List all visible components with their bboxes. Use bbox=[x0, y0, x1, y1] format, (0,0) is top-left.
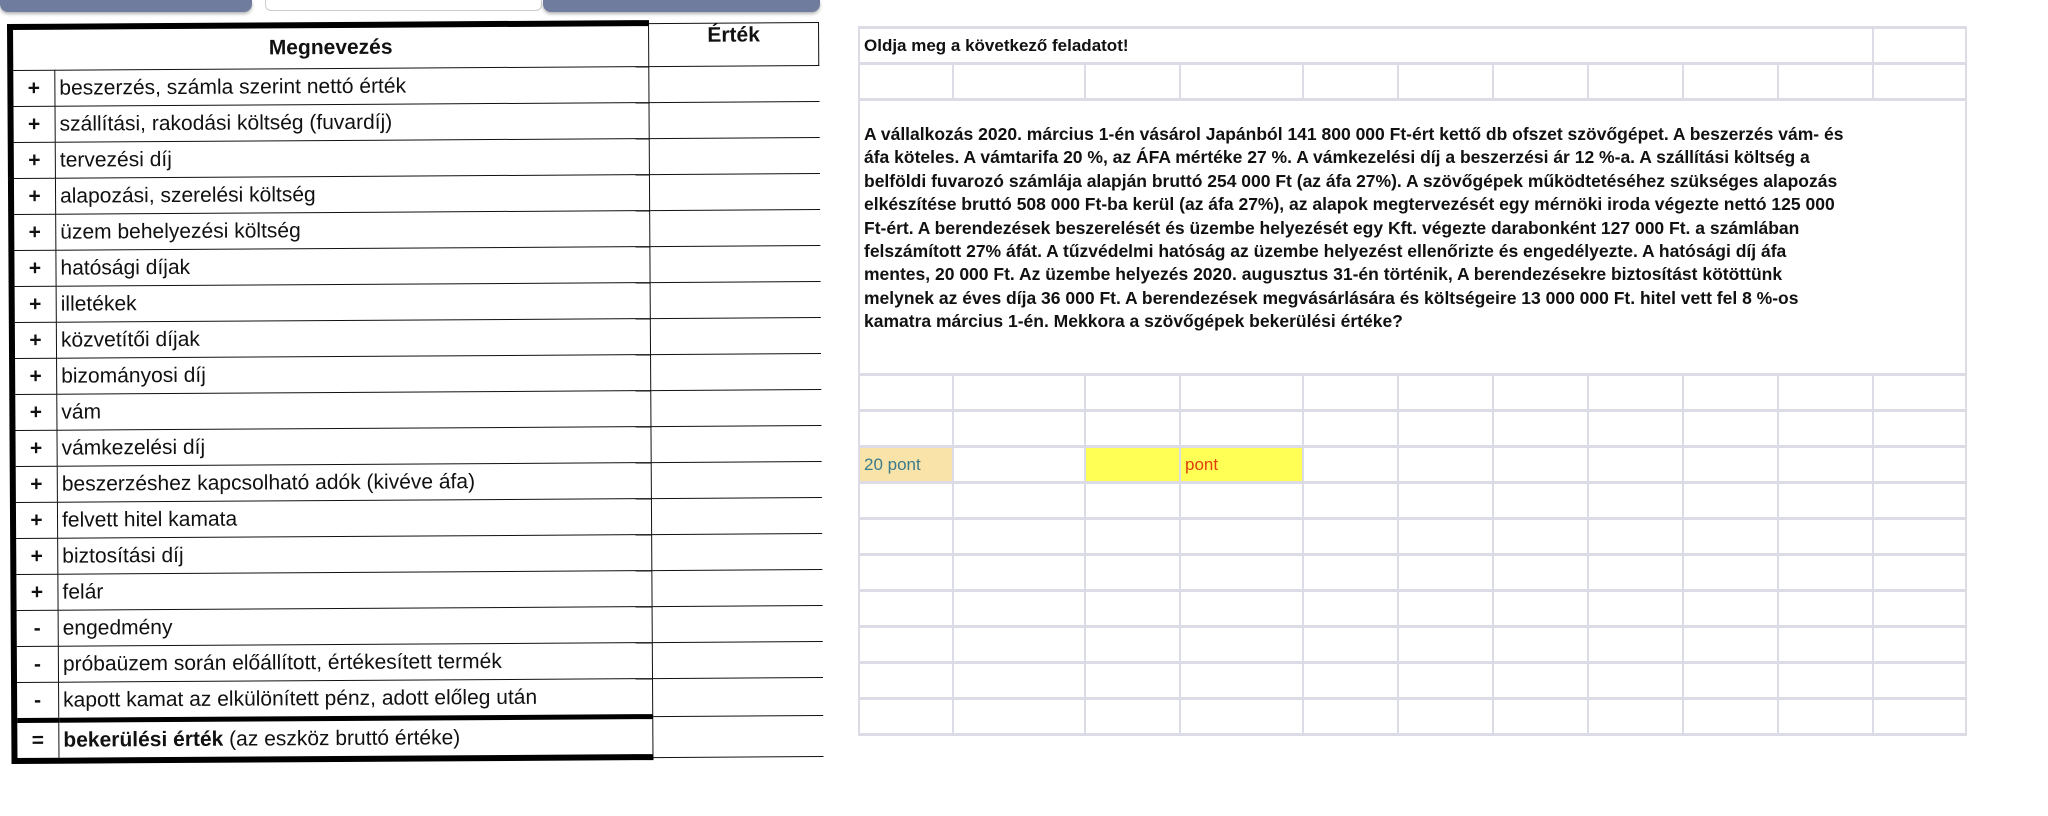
sign-cell: - bbox=[14, 646, 59, 682]
table-row bbox=[11, 246, 820, 287]
item-label: felár bbox=[58, 571, 652, 611]
sheet-cell[interactable] bbox=[1399, 376, 1494, 409]
sheet-cell[interactable] bbox=[1589, 700, 1684, 733]
sheet-cell[interactable] bbox=[1589, 520, 1684, 553]
sheet-cell[interactable] bbox=[954, 520, 1086, 553]
sheet-cell[interactable] bbox=[1181, 412, 1304, 445]
table-row bbox=[11, 174, 820, 215]
sign-cell: + bbox=[11, 250, 56, 286]
item-label: engedmény bbox=[58, 607, 652, 647]
sheet-row bbox=[858, 664, 1967, 700]
sheet-row-title bbox=[858, 26, 1967, 65]
max-points-cell[interactable]: 20 pont bbox=[858, 448, 954, 481]
sheet-row bbox=[858, 65, 1967, 101]
header-value: Érték bbox=[649, 22, 819, 67]
sheet-cell[interactable] bbox=[1684, 520, 1779, 553]
sheet-cell[interactable] bbox=[1494, 592, 1589, 625]
sheet-row-task bbox=[858, 101, 1967, 376]
sheet-cell[interactable] bbox=[1399, 448, 1494, 481]
sheet-cell[interactable] bbox=[1086, 376, 1181, 409]
sheet-cell[interactable] bbox=[1494, 628, 1589, 661]
sheet-cell[interactable] bbox=[1399, 484, 1494, 517]
item-label: vám bbox=[57, 391, 651, 431]
sheet-cell[interactable] bbox=[1304, 520, 1399, 553]
sheet-row bbox=[858, 700, 1967, 736]
sheet-cell[interactable] bbox=[1494, 412, 1589, 445]
sheet-row-points bbox=[858, 448, 1967, 484]
sheet-cell[interactable] bbox=[1589, 628, 1684, 661]
sheet-cell[interactable] bbox=[954, 592, 1086, 625]
points-label-cell[interactable]: pont bbox=[1181, 448, 1304, 481]
item-label: tervezési díj bbox=[55, 139, 649, 179]
sheet-row bbox=[858, 412, 1967, 448]
item-label: hatósági díjak bbox=[56, 247, 650, 287]
sheet-cell[interactable] bbox=[1086, 664, 1181, 697]
sheet-cell[interactable] bbox=[1181, 376, 1304, 409]
value-cell[interactable] bbox=[649, 138, 819, 175]
sheet-cell[interactable] bbox=[1874, 484, 1967, 517]
sheet-cell[interactable] bbox=[1874, 700, 1967, 733]
task-sheet bbox=[858, 26, 1967, 736]
sign-cell: - bbox=[14, 682, 59, 720]
sheet-cell[interactable] bbox=[858, 520, 954, 553]
sheet-row bbox=[858, 628, 1967, 664]
item-label: beszerzéshez kapcsolható adók (kivéve áfa) bbox=[57, 463, 651, 503]
table-row bbox=[13, 462, 822, 503]
sheet-cell[interactable] bbox=[1086, 628, 1181, 661]
value-cell[interactable] bbox=[651, 498, 821, 535]
sheet-cell[interactable] bbox=[1304, 448, 1399, 481]
sheet-cell[interactable] bbox=[1304, 628, 1399, 661]
sheet-cell[interactable] bbox=[1304, 700, 1399, 733]
table-row bbox=[14, 642, 823, 683]
sheet-cell[interactable] bbox=[1304, 592, 1399, 625]
active-tab[interactable] bbox=[265, 0, 542, 11]
sheet-cell[interactable] bbox=[1779, 484, 1874, 517]
table-row bbox=[12, 282, 821, 323]
sheet-row bbox=[858, 376, 1967, 412]
sign-cell: + bbox=[12, 286, 57, 322]
sheet-cell[interactable] bbox=[954, 628, 1086, 661]
sheet-cell[interactable] bbox=[1494, 484, 1589, 517]
sheet-cell[interactable] bbox=[858, 700, 954, 733]
sheet-cell[interactable] bbox=[1874, 664, 1967, 697]
total-label-rest: (az eszköz bruttó értéke) bbox=[223, 725, 461, 751]
sign-cell: + bbox=[11, 106, 56, 142]
sheet-cell[interactable] bbox=[858, 628, 954, 661]
header-name: Megnevezés bbox=[10, 23, 649, 70]
value-cell[interactable] bbox=[652, 534, 822, 571]
sheet-cell[interactable] bbox=[1304, 412, 1399, 445]
item-label: üzem behelyezési költség bbox=[56, 211, 650, 251]
table-row bbox=[12, 390, 821, 431]
sheet-cell[interactable] bbox=[1086, 592, 1181, 625]
sheet-cell[interactable] bbox=[1874, 412, 1967, 445]
total-label-bold: bekerülési érték bbox=[63, 727, 224, 752]
sheet-cell[interactable] bbox=[1399, 628, 1494, 661]
sheet-cell[interactable] bbox=[1086, 520, 1181, 553]
sign-cell: + bbox=[13, 538, 58, 574]
sheet-cell[interactable] bbox=[858, 664, 954, 697]
sheet-cell[interactable] bbox=[1181, 520, 1304, 553]
item-label: bizományosi díj bbox=[57, 355, 651, 395]
sheet-cell[interactable] bbox=[1494, 700, 1589, 733]
total-value-cell[interactable] bbox=[653, 716, 823, 758]
sheet-cell[interactable] bbox=[1399, 556, 1494, 589]
sheet-cell[interactable] bbox=[858, 65, 954, 98]
item-label: felvett hitel kamata bbox=[57, 499, 651, 539]
sheet-cell[interactable] bbox=[1589, 65, 1684, 98]
sheet-cell[interactable] bbox=[1181, 700, 1304, 733]
sign-cell: + bbox=[13, 466, 58, 502]
sheet-cell[interactable] bbox=[1779, 520, 1874, 553]
value-cell[interactable] bbox=[649, 102, 819, 139]
sign-cell: + bbox=[12, 394, 57, 430]
value-cell[interactable] bbox=[651, 426, 821, 463]
sheet-cell[interactable] bbox=[1494, 376, 1589, 409]
sheet-cell[interactable] bbox=[954, 412, 1086, 445]
sheet-cell[interactable] bbox=[1304, 65, 1399, 98]
sheet-cell[interactable] bbox=[1684, 65, 1779, 98]
sheet-cell[interactable] bbox=[1399, 520, 1494, 553]
sheet-cell[interactable] bbox=[1874, 29, 1967, 62]
sheet-cell[interactable] bbox=[858, 592, 954, 625]
sheet-cell[interactable] bbox=[1494, 448, 1589, 481]
sheet-cell[interactable] bbox=[1684, 448, 1779, 481]
sheet-row bbox=[858, 556, 1967, 592]
table-row bbox=[13, 534, 822, 575]
sheet-cell[interactable] bbox=[1399, 700, 1494, 733]
sheet-cell[interactable] bbox=[1779, 700, 1874, 733]
sheet-cell[interactable] bbox=[1589, 448, 1684, 481]
table-row bbox=[11, 102, 820, 143]
sheet-cell[interactable] bbox=[1874, 448, 1967, 481]
value-cell[interactable] bbox=[650, 282, 820, 319]
score-input-cell[interactable] bbox=[1086, 448, 1181, 481]
sheet-cell[interactable] bbox=[1494, 65, 1589, 98]
table-row bbox=[13, 498, 822, 539]
value-cell[interactable] bbox=[649, 174, 819, 211]
sheet-cell[interactable] bbox=[1684, 592, 1779, 625]
sheet-cell[interactable] bbox=[1874, 520, 1967, 553]
table-row bbox=[14, 606, 823, 647]
sheet-cell[interactable] bbox=[1399, 592, 1494, 625]
sheet-cell[interactable] bbox=[1779, 448, 1874, 481]
value-cell[interactable] bbox=[650, 210, 820, 247]
value-cell[interactable] bbox=[652, 606, 822, 643]
sheet-cell[interactable] bbox=[1589, 484, 1684, 517]
sheet-cell[interactable] bbox=[1304, 556, 1399, 589]
sheet-row bbox=[858, 592, 1967, 628]
sheet-cell[interactable] bbox=[1779, 592, 1874, 625]
table-row bbox=[12, 354, 821, 395]
sheet-row bbox=[858, 484, 1967, 520]
sheet-cell[interactable] bbox=[1779, 376, 1874, 409]
sheet-cell[interactable] bbox=[954, 448, 1086, 481]
sheet-cell[interactable] bbox=[1304, 376, 1399, 409]
task-text[interactable]: A vállalkozás 2020. március 1-én vásárol Japánból 141 800 000 Ft-ért kettő db ofszet szövőgépet. A beszerzés vám- és áfa köteles. A vámtarifa 20 %, az ÁFA mértéke 27 %. A vámkezelési díj a beszerzési ár 12 %-a. A szállítási költség a belföldi fuvarozó számlája alapján bruttó 254 000 Ft (az áfa 27%). A szövőgépek működtetéséhez szükséges alapozás elkészítése bruttó 508 000 Ft-ba kerül (az áfa 27%), az alapok megtervezését egy mérnöki iroda végezte nettó 125 000 Ft-ért. A berendezések beszerelését és üzembe helyezését egy Kft. végezte darabonként 127 000 Ft. a számlában felszámított 27% áfát. A tűzvédelmi hatóság az üzembe helyezést ellenőrizte és engedélyezte. A hatósági díj áfa mentes, 20 000 Ft. Az üzembe helyezés 2020. augusztus 31-én történik, A berendezésekre biztosítást kötöttünk melynek az éves díja 36 000 Ft. A berendezések megvásárlására és költségeire 13 000 000 Ft. hitel vett fel 8 %-os kamatra március 1-én. Mekkora a szövőgépek bekerülési értéke? bbox=[858, 101, 1967, 373]
sheet-cell[interactable] bbox=[1181, 556, 1304, 589]
value-cell[interactable] bbox=[651, 354, 821, 391]
sheet-cell[interactable] bbox=[954, 556, 1086, 589]
sheet-cell[interactable] bbox=[1874, 556, 1967, 589]
sheet-cell[interactable] bbox=[1399, 664, 1494, 697]
sheet-cell[interactable] bbox=[1181, 628, 1304, 661]
sheet-cell[interactable] bbox=[1589, 664, 1684, 697]
sheet-cell[interactable] bbox=[1181, 65, 1304, 98]
sign-cell: + bbox=[12, 430, 57, 466]
item-label: közvetítői díjak bbox=[56, 319, 650, 359]
sheet-cell[interactable] bbox=[1304, 484, 1399, 517]
top-bar-left bbox=[0, 0, 252, 12]
sign-cell: + bbox=[13, 502, 58, 538]
sheet-cell[interactable] bbox=[1684, 628, 1779, 661]
sheet-cell[interactable] bbox=[954, 376, 1086, 409]
sign-cell: = bbox=[14, 720, 59, 761]
sign-cell: - bbox=[14, 610, 59, 646]
sheet-row bbox=[858, 520, 1967, 556]
sheet-cell[interactable] bbox=[1779, 65, 1874, 98]
value-cell[interactable] bbox=[653, 678, 823, 717]
item-label: próbaüzem során előállított, értékesített termék bbox=[58, 643, 652, 683]
sheet-cell[interactable] bbox=[1874, 592, 1967, 625]
sign-cell: + bbox=[11, 214, 56, 250]
sheet-cell[interactable] bbox=[1874, 628, 1967, 661]
value-cell[interactable] bbox=[650, 318, 820, 355]
sheet-cell[interactable] bbox=[1684, 700, 1779, 733]
table-row bbox=[14, 678, 823, 721]
cost-table bbox=[7, 19, 824, 764]
sheet-cell[interactable] bbox=[1181, 484, 1304, 517]
sheet-cell[interactable] bbox=[858, 556, 954, 589]
table-row bbox=[12, 318, 821, 359]
sheet-cell[interactable] bbox=[954, 484, 1086, 517]
sheet-cell[interactable] bbox=[1684, 484, 1779, 517]
item-label: beszerzés, számla szerint nettó érték bbox=[55, 67, 649, 107]
sheet-cell[interactable] bbox=[1589, 556, 1684, 589]
item-label: vámkezelési díj bbox=[57, 427, 651, 467]
sheet-cell[interactable] bbox=[1779, 412, 1874, 445]
sheet-cell[interactable] bbox=[1684, 376, 1779, 409]
sheet-cell[interactable] bbox=[1874, 65, 1967, 98]
sheet-cell[interactable] bbox=[1779, 664, 1874, 697]
sign-cell: + bbox=[12, 358, 57, 394]
table-row bbox=[11, 138, 820, 179]
value-cell[interactable] bbox=[651, 390, 821, 427]
sheet-cell[interactable] bbox=[1086, 700, 1181, 733]
sheet-cell[interactable] bbox=[1086, 412, 1181, 445]
sheet-cell[interactable] bbox=[1494, 664, 1589, 697]
sheet-cell[interactable] bbox=[1779, 628, 1874, 661]
table-row bbox=[11, 210, 820, 251]
total-row bbox=[14, 716, 823, 761]
sheet-cell[interactable] bbox=[1589, 376, 1684, 409]
sheet-cell[interactable] bbox=[1589, 592, 1684, 625]
item-label: alapozási, szerelési költség bbox=[55, 175, 649, 215]
sheet-cell[interactable] bbox=[1684, 664, 1779, 697]
sheet-cell[interactable] bbox=[1181, 592, 1304, 625]
value-cell[interactable] bbox=[652, 570, 822, 607]
sheet-cell[interactable] bbox=[954, 65, 1086, 98]
sheet-cell[interactable] bbox=[1304, 664, 1399, 697]
sheet-cell[interactable] bbox=[954, 664, 1086, 697]
sheet-cell[interactable] bbox=[1086, 65, 1181, 98]
sheet-cell[interactable] bbox=[858, 412, 954, 445]
sheet-cell[interactable] bbox=[1181, 664, 1304, 697]
item-label: kapott kamat az elkülönített pénz, adott előleg után bbox=[59, 679, 653, 721]
sign-cell: + bbox=[10, 70, 55, 106]
sheet-cell[interactable] bbox=[1589, 412, 1684, 445]
sheet-cell[interactable] bbox=[858, 484, 954, 517]
sign-cell: + bbox=[13, 574, 58, 610]
sheet-cell[interactable] bbox=[1086, 556, 1181, 589]
sheet-cell[interactable] bbox=[1494, 556, 1589, 589]
table-row bbox=[10, 66, 819, 107]
top-bar-right bbox=[543, 0, 820, 12]
value-cell[interactable] bbox=[650, 246, 820, 283]
value-cell[interactable] bbox=[651, 462, 821, 499]
table-row bbox=[12, 426, 821, 467]
item-label: illetékek bbox=[56, 283, 650, 323]
task-title[interactable]: Oldja meg a következő feladatot! bbox=[858, 29, 1874, 62]
table-row bbox=[13, 570, 822, 611]
value-cell[interactable] bbox=[649, 66, 819, 103]
sheet-cell[interactable] bbox=[1399, 65, 1494, 98]
item-label: biztosítási díj bbox=[58, 535, 652, 575]
sheet-cell[interactable] bbox=[1399, 412, 1494, 445]
total-label bbox=[59, 717, 653, 761]
sheet-cell[interactable] bbox=[1779, 556, 1874, 589]
sheet-cell[interactable] bbox=[1874, 376, 1967, 409]
value-cell[interactable] bbox=[652, 642, 822, 679]
sheet-cell[interactable] bbox=[1684, 412, 1779, 445]
sign-cell: + bbox=[11, 178, 56, 214]
sheet-cell[interactable] bbox=[1494, 520, 1589, 553]
sheet-cell[interactable] bbox=[954, 700, 1086, 733]
item-label: szállítási, rakodási költség (fuvardíj) bbox=[55, 103, 649, 143]
sheet-cell[interactable] bbox=[1684, 556, 1779, 589]
sign-cell: + bbox=[12, 322, 57, 358]
sheet-cell[interactable] bbox=[1086, 484, 1181, 517]
sign-cell: + bbox=[11, 142, 56, 178]
sheet-cell[interactable] bbox=[858, 376, 954, 409]
